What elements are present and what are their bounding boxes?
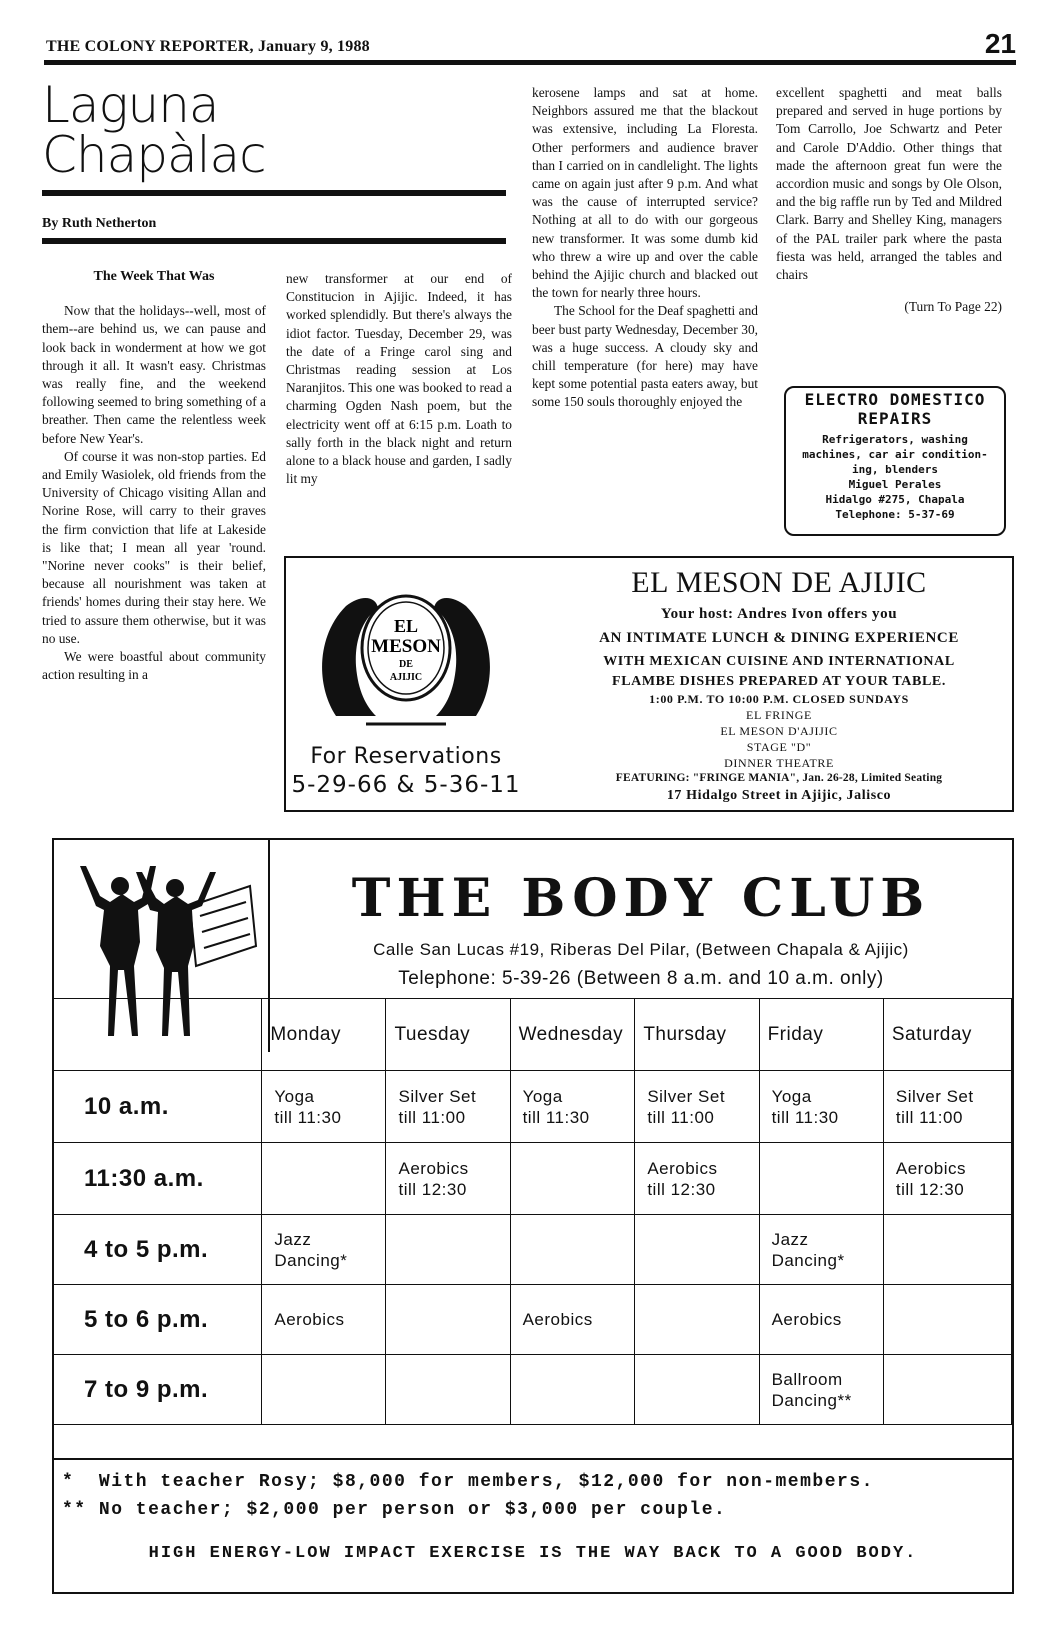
ad-electro-line: Miguel Perales — [848, 478, 942, 491]
column-title — [42, 76, 272, 184]
schedule-time-cell: 4 to 5 p.m. — [54, 1215, 262, 1285]
schedule-class-cell — [262, 1071, 386, 1143]
class-detail: till 12:30 — [647, 1179, 716, 1199]
schedule-class-cell — [883, 1285, 1011, 1355]
schedule-class-cell — [262, 1143, 386, 1215]
schedule-class-cell — [262, 1285, 386, 1355]
meson-address: 17 Hidalgo Street in Ajijic, Jalisco — [666, 788, 892, 803]
ad-electro-title: ELECTRO DOMESTICO — [804, 390, 986, 409]
schedule-class-cell — [510, 1143, 635, 1215]
el-meson-ad — [284, 556, 1014, 812]
schedule-class-cell — [635, 1215, 759, 1285]
meson-line: STAGE "D" — [746, 740, 812, 754]
schedule-day-header: Thursday — [635, 999, 759, 1071]
schedule-class-cell — [883, 1143, 1011, 1215]
schedule-class-cell — [510, 1215, 635, 1285]
schedule-corner-cell — [54, 999, 262, 1071]
logo-text: AJIJIC — [389, 672, 423, 683]
schedule-class-cell — [386, 1355, 510, 1425]
ad-electro-subtitle: REPAIRS — [857, 409, 933, 428]
schedule-time-cell: 10 a.m. — [54, 1071, 262, 1143]
ad-electro-line: machines, car air condition- — [802, 448, 988, 461]
schedule-class-cell — [883, 1355, 1011, 1425]
class-name: Aerobics — [274, 1310, 345, 1329]
body-club-notes — [62, 1468, 874, 1524]
schedule-class-cell — [759, 1071, 883, 1143]
logo-text: MESON — [371, 636, 441, 657]
article-paragraph: Now that the holidays--well, most of them--are behind us, we can pause and look back in wonderment at how we got through it all. It wasn't easy. Christmas was really fine, and the weekend following seemed to bring something of a breather. Then came the relentless week before New Year's. — [42, 303, 266, 446]
logo-text: DE — [399, 659, 413, 670]
class-name: Aerobics — [771, 1310, 842, 1329]
meson-line: FLAMBE DISHES PREPARED AT YOUR TABLE. — [612, 674, 946, 689]
class-name: Silver Set — [895, 1086, 974, 1106]
class-detail: Dancing* — [274, 1250, 348, 1270]
note-no-teacher: ** No teacher; $2,000 per person or $3,000 per couple. — [62, 1500, 727, 1520]
class-name: Yoga — [522, 1086, 563, 1106]
class-detail: till 11:00 — [398, 1107, 466, 1127]
schedule-row — [54, 1355, 1012, 1425]
schedule-class-cell — [510, 1071, 635, 1143]
meson-line: EL MESON D'AJIJIC — [720, 724, 838, 738]
note-with-teacher: * With teacher Rosy; $8,000 for members, $12,000 for non-members. — [62, 1472, 874, 1492]
meson-line: DINNER THEATRE — [724, 756, 834, 770]
reservations-label: For Reservations — [310, 744, 502, 769]
meson-line: 1:00 P.M. TO 10:00 P.M. CLOSED SUNDAYS — [649, 692, 909, 706]
schedule-class-cell — [262, 1355, 386, 1425]
schedule-time-cell: 11:30 a.m. — [54, 1143, 262, 1215]
schedule-row — [54, 1143, 1012, 1215]
schedule-class-cell — [635, 1143, 759, 1215]
body-club-ad — [52, 838, 1014, 1594]
class-name: Jazz — [274, 1229, 312, 1249]
class-detail: till 11:30 — [274, 1107, 342, 1127]
meson-line: AN INTIMATE LUNCH & DINING EXPERIENCE — [599, 630, 959, 646]
class-detail: till 12:30 — [398, 1179, 467, 1199]
logo-text: EL — [393, 616, 419, 636]
schedule-class-cell — [386, 1285, 510, 1355]
schedule-header-row — [54, 999, 1012, 1071]
ad-electro-line: ing, blenders — [851, 463, 939, 476]
body-club-telephone: Telephone: 5-39-26 (Between 8 a.m. and 10 a.m. only) — [398, 968, 884, 989]
schedule-time-cell: 7 to 9 p.m. — [54, 1355, 262, 1425]
class-name: Aerobics — [398, 1158, 469, 1178]
class-name: Aerobics — [522, 1310, 593, 1329]
page-number: 21 — [984, 28, 1016, 59]
article-paragraph: We were boastful about community action resulting in a — [42, 649, 266, 683]
schedule-day-header: Saturday — [883, 999, 1011, 1071]
schedule-table — [54, 998, 1012, 1425]
article-paragraph: kerosene lamps and sat at home. Neighbors assured me that the blackout was extensive, including La Floresta. Other performers and audience braver than I carried on in candlelight. The lights came on again just after 9 p.m. And what was the cause of interrupted service? Nothing at all to do with our gorgeous new transformer. It was some dumb kid who threw a wire up and over the cable behind the Ajijic church and blacked out the town for nearly three hours. — [532, 85, 758, 301]
schedule-class-cell — [262, 1215, 386, 1285]
article-column-1 — [42, 268, 266, 684]
article-subhead: The Week That Was — [93, 269, 215, 284]
byline: By Ruth Netherton — [42, 216, 157, 231]
article-column-2 — [286, 270, 512, 488]
class-name: Yoga — [274, 1086, 315, 1106]
class-name: Ballroom — [771, 1369, 843, 1389]
class-name: Silver Set — [398, 1086, 477, 1106]
class-detail: Dancing** — [771, 1390, 852, 1410]
schedule-row — [54, 1215, 1012, 1285]
meson-line: WITH MEXICAN CUISINE AND INTERNATIONAL — [603, 654, 955, 669]
schedule-class-cell — [883, 1215, 1011, 1285]
schedule-class-cell — [759, 1285, 883, 1355]
meson-line: FEATURING: "FRINGE MANIA", Jan. 26-28, Limited Seating — [615, 772, 943, 784]
schedule-class-cell — [759, 1143, 883, 1215]
schedule-time-cell: 5 to 6 p.m. — [54, 1285, 262, 1355]
publication-header: THE COLONY REPORTER, January 9, 1988 — [46, 38, 370, 55]
schedule-row — [54, 1285, 1012, 1355]
body-club-address: Calle San Lucas #19, Riberas Del Pilar, (Between Chapala & Ajijic) — [373, 940, 909, 959]
schedule-class-cell — [386, 1215, 510, 1285]
schedule-day-header: Friday — [759, 999, 883, 1071]
article-column-4 — [776, 84, 1002, 316]
body-club-slogan: HIGH ENERGY-LOW IMPACT EXERCISE IS THE WAY BACK TO A GOOD BODY. — [148, 1544, 918, 1563]
notes-rule — [54, 1458, 1012, 1460]
article-paragraph: excellent spaghetti and meat balls prepared and served in huge portions by Tom Carrollo, Joe Schwartz and Peter and Carole D'Addio. Other things that made the afternoon great fun were the accordion music and songs by Ole Olson, and the big raffle run by Ted and Mildred Clark. Barry and Shelley King, managers of the PAL trailer park where the pasta fiesta was held, arranged the tables and chairs — [776, 85, 1002, 283]
header-rule — [44, 60, 1016, 65]
class-name: Aerobics — [895, 1158, 966, 1178]
meson-title: EL MESON DE AJIJIC — [631, 566, 927, 599]
meson-host: Your host: Andres Ivon offers you — [660, 606, 898, 622]
electro-domestico-ad — [784, 386, 1006, 536]
article-paragraph: Of course it was non-stop parties. Ed and Emily Wasiolek, old friends from the University of Chicago visiting Allan and Norine Rose, will carry to their graves the firm conviction that life at Lakeside is like that; I mean all year 'round. "Norine never cooks" is their belief, because all nourishment was taken at friends' homes during their stay here. We tried to assure them otherwise, but it was no use. — [42, 448, 266, 646]
ad-electro-line: Telephone: 5-37-69 — [835, 508, 955, 521]
schedule-class-cell — [386, 1071, 510, 1143]
continued-note: (Turn To Page 22) — [904, 299, 1002, 315]
ad-electro-line: Hidalgo #275, Chapala — [825, 493, 965, 506]
schedule-class-cell — [510, 1355, 635, 1425]
schedule-class-cell — [883, 1071, 1011, 1143]
class-detail: till 11:30 — [771, 1107, 839, 1127]
meson-line: EL FRINGE — [746, 708, 812, 722]
class-name: Aerobics — [647, 1158, 718, 1178]
class-detail: till 12:30 — [895, 1179, 965, 1199]
class-name: Jazz — [771, 1229, 809, 1249]
reservations-phones: 5-29-66 & 5-36-11 — [291, 772, 521, 798]
class-detail: till 11:00 — [895, 1107, 963, 1127]
class-detail: till 11:30 — [522, 1107, 590, 1127]
article-paragraph: new transformer at our end of Constitucion in Ajijic. Indeed, it has worked splendidly. But there's always the idiot factor. Tuesday, December 29, was the date of a Fringe carol sing and Christmas reading session at Los Naranjitos. This one was booked to read a charming Ogden Nash poem, but the electricity went off at 6:15 p.m. Loath to sally forth in the black night and return alone to a black house and garden, I sadly lit my — [286, 271, 512, 487]
schedule-class-cell — [635, 1355, 759, 1425]
article-column-3 — [532, 84, 758, 412]
schedule-class-cell — [759, 1355, 883, 1425]
article-paragraph: The School for the Deaf spaghetti and beer bust party Wednesday, December 30, was a huge success. A cloudy sky and chill temperature (for here) may have kept some potential pasta eaters away, but some 150 souls thoroughly enjoyed the — [532, 303, 758, 410]
schedule-class-cell — [510, 1285, 635, 1355]
el-meson-logo-icon — [306, 576, 506, 736]
schedule-class-cell — [635, 1071, 759, 1143]
schedule-class-cell — [759, 1215, 883, 1285]
column-title-line2: Chapàlac — [42, 126, 266, 184]
class-detail: Dancing* — [771, 1250, 845, 1270]
schedule-day-header: Monday — [262, 999, 386, 1071]
title-rule — [42, 190, 506, 196]
schedule-class-cell — [386, 1143, 510, 1215]
ad-electro-line: Refrigerators, washing — [822, 433, 968, 446]
schedule-row — [54, 1071, 1012, 1143]
class-name: Yoga — [771, 1086, 812, 1106]
class-name: Silver Set — [647, 1086, 726, 1106]
body-club-title: THE BODY CLUB — [351, 868, 931, 929]
class-detail: till 11:00 — [647, 1107, 715, 1127]
column-title-line1: Laguna — [42, 76, 219, 134]
schedule-day-header: Tuesday — [386, 999, 510, 1071]
schedule-class-cell — [635, 1285, 759, 1355]
byline-rule — [42, 238, 506, 244]
schedule-day-header: Wednesday — [510, 999, 635, 1071]
